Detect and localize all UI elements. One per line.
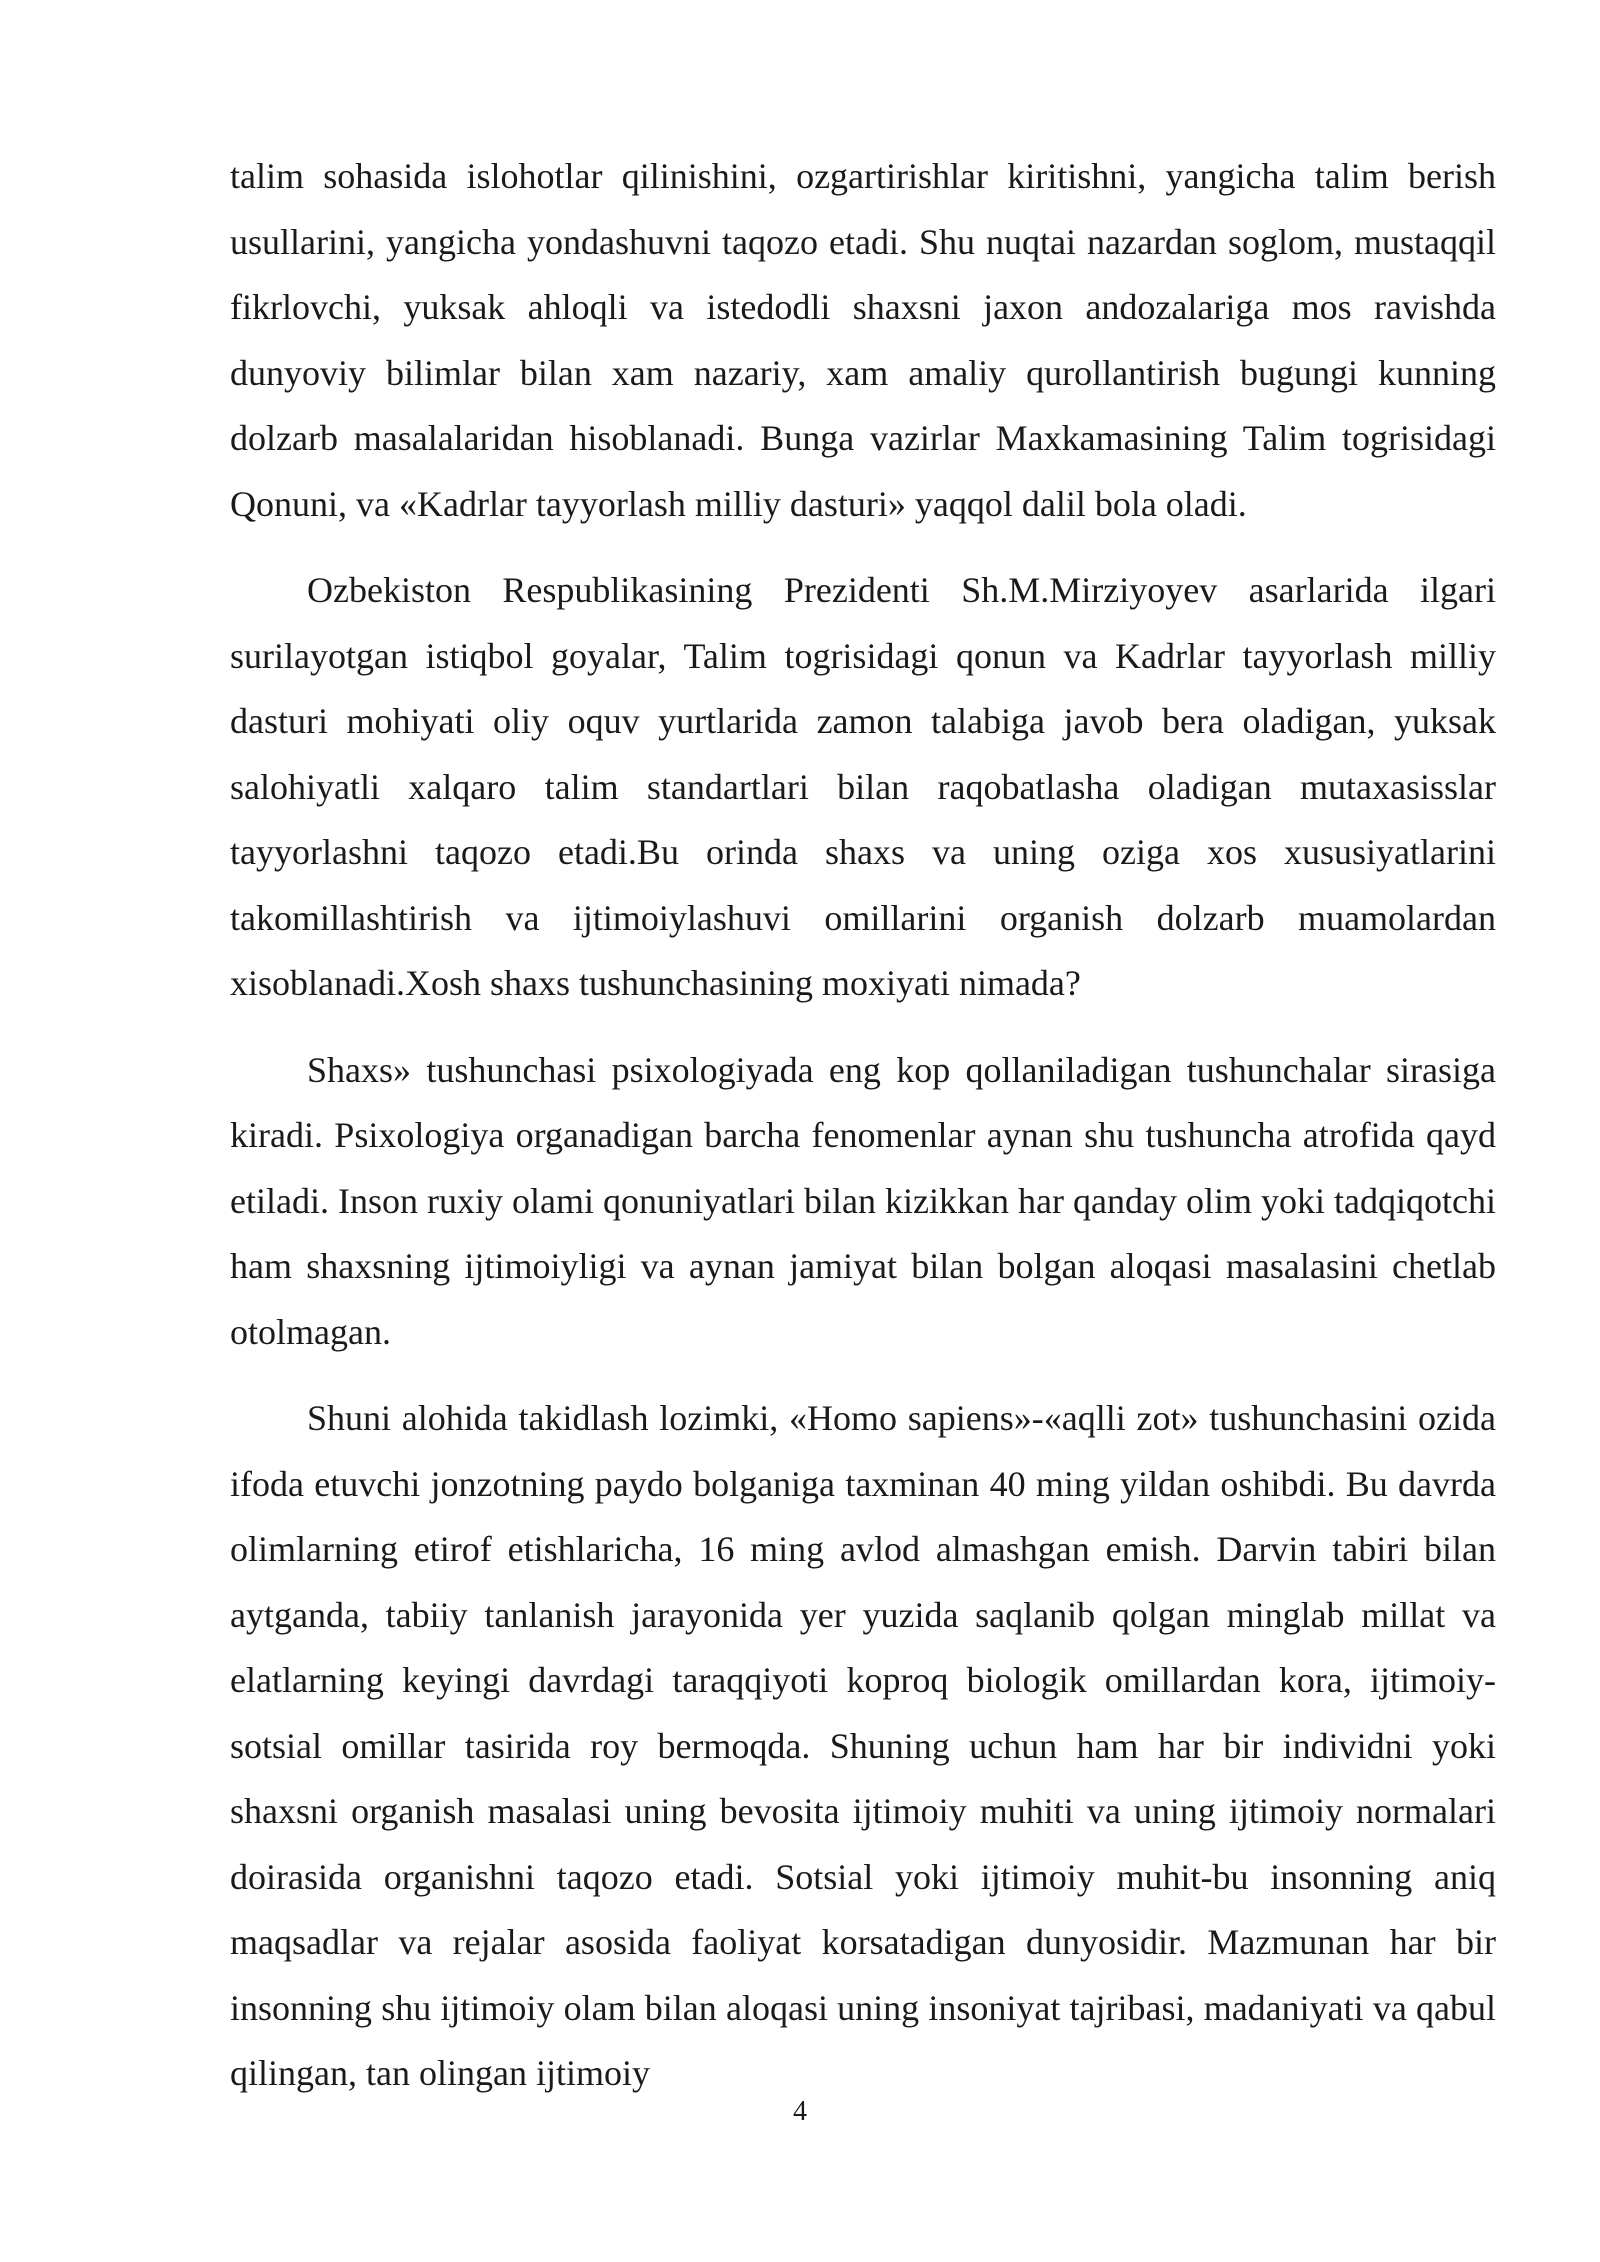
paragraph-1: talim sohasida islohotlar qilinishini, ozgartirishlar kiritishni, yangicha talim berish usullarini, yangicha yondashuvni taqozo etadi. Shu nuqtai nazardan soglom, mustaqqil fikrlovchi, yuksak ahloqli va istedodli shaxsni jaxon andozalariga mos ravishda dunyoviy bilimlar bilan xam nazariy, xam amaliy qurollantirish bugungi kunning dolzarb masalalaridan hisoblanadi. Bunga vazirlar Maxkamasining Talim togrisidagi Qonuni, va «Kadrlar tayyorlash milliy dasturi» yaqqol dalil bola oladi. — [230, 156, 1496, 524]
page-body — [230, 144, 1496, 2107]
page-number: 4 — [793, 2096, 807, 2127]
paragraph-4: Shuni alohida takidlash lozimki, «Homo sapiens»-«aqlli zot» tushunchasini ozida ifoda etuvchi jonzotning paydo bolganiga taxminan 40 ming yildan oshibdi. Bu davrda olimlarning etirof etishlaricha, 16 ming avlod almashgan emish. Darvin tabiri bilan aytganda, tabiiy tanlanish jarayonida yer yuzida saqlanib qolgan minglab millat va elatlarning keyingi davrdagi taraqqiyoti koproq biologik omillardan kora, ijtimoiy-sotsial omillar tasirida roy bermoqda. Shuning uchun ham har bir individni yoki shaxsni organish masalasi uning bevosita ijtimoiy muhiti va uning ijtimoiy normalari doirasida organishni taqozo etadi. Sotsial yoki ijtimoiy muhit-bu insonning aniq maqsadlar va rejalar asosida faoliyat korsatadigan dunyosidir. Mazmunan har bir insonning shu ijtimoiy olam bilan aloqasi uning insoniyat tajribasi, madaniyati va qabul qilingan, tan olingan ijtimoiy — [230, 1398, 1496, 2093]
paragraph-3: Shaxs» tushunchasi psixologiyada eng kop qollaniladigan tushunchalar sirasiga kiradi. Psixologiya organadigan barcha fenomenlar aynan shu tushuncha atrofida qayd etiladi. Inson ruxiy olami qonuniyatlari bilan kizikkan har qanday olim yoki tadqiqotchi ham shaxsning ijtimoiyligi va aynan jamiyat bilan bolgan aloqasi masalasini chetlab otolmagan. — [230, 1049, 1496, 1352]
paragraph-2: Ozbekiston Respublikasining Prezidenti Sh.M.Mirziyoyev asarlarida ilgari surilayotgan istiqbol goyalar, Talim togrisidagi qonun va Kadrlar tayyorlash milliy dasturi mohiyati oliy oquv yurtlarida zamon talabiga javob bera oladigan, yuksak salohiyatli xalqaro talim standartlari bilan raqobatlasha oladigan mutaxasisslar tayyorlashni taqozo etadi.Bu orinda shaxs va uning oziga xos xususiyatlarini takomillashtirish va ijtimoiylashuvi omillarini organish dolzarb muamolardan xisoblanadi.Xosh shaxs tushunchasining moxiyati nimada? — [230, 570, 1496, 1003]
